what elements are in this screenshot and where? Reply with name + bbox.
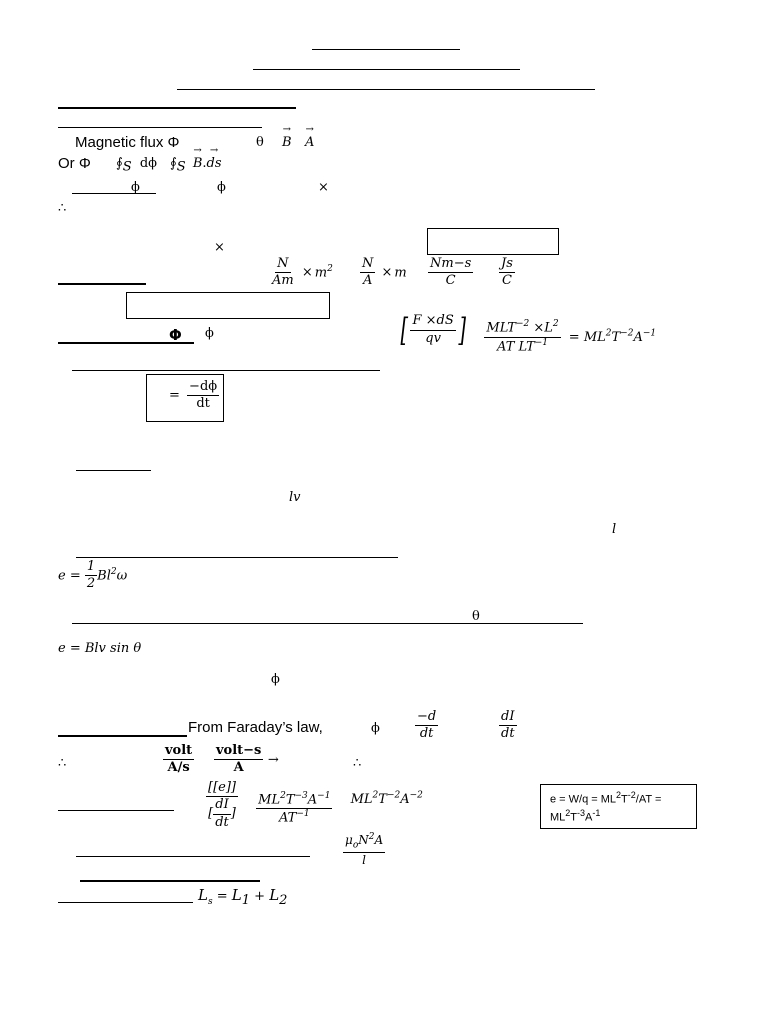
length-symbol: l [612, 522, 617, 537]
title-underline-2 [253, 69, 520, 70]
inductance-dimension-underline [58, 810, 174, 811]
series-underline [58, 902, 193, 903]
empty-answer-box-1 [427, 228, 559, 255]
times-symbol-1: × [318, 180, 329, 195]
motional-emf-formula: e = Blv sin θ [58, 641, 142, 656]
faraday-formula-box [146, 374, 224, 422]
therefore-symbol-1: ∴ [58, 201, 67, 216]
note-line-1: $e = W/q = ML^2T^{-2}/AT$ = [550, 790, 662, 806]
faraday-law-text: From Faraday’s law, [188, 719, 323, 736]
phi-symbol-3: ϕ [205, 326, 214, 341]
vector-a: → A [305, 135, 314, 150]
title-underline-3 [177, 89, 595, 90]
theta-symbol-2: θ [472, 609, 480, 624]
lv-expression: lv [289, 490, 301, 505]
flux-dimension-expression: [ $\frac{F \times dS}{qv}$ ] $\frac{MLT^{-2} \times L^2}{AT LT^{-1}}$ = $ML^2T^{-2}A^{-1}$ [400, 311, 657, 355]
rotating-rod-underline [76, 557, 398, 558]
self-inductance-underline [58, 735, 187, 737]
solenoid-inductance: $\frac{\mu_oN^2A}{l}$ [345, 832, 384, 868]
phi-symbol-1: ϕ [131, 180, 140, 195]
therefore-symbol-3: ∴ [353, 756, 362, 771]
volt-sec-per-amp: $\frac{\text{volt−s}}{A}$ → [216, 743, 279, 776]
flux-definition-underline [58, 127, 262, 128]
angle-emf-underline [72, 623, 583, 624]
faraday-formula: = $\frac{-d\phi}{dt}$ [169, 379, 218, 412]
combination-heading-underline [80, 880, 260, 882]
section-heading-underline [58, 107, 296, 109]
surface-integral-1: $∮_S$ dϕ [116, 156, 158, 175]
volt-per-amp-sec: $\frac{\text{volt}}{A/s}$ [165, 743, 193, 776]
times-symbol-2: × [214, 240, 225, 255]
phi-symbol-2: ϕ [217, 180, 226, 195]
unit-nms-per-c: $\frac{Nm-s}{C}$ [430, 256, 472, 289]
unit-n-per-a: $\frac{N}{A}$ × m [362, 256, 407, 289]
therefore-symbol-2: ∴ [58, 756, 67, 771]
solenoid-underline [76, 856, 310, 857]
series-inductance-formula: $L_s = L_1 + L_2$ [198, 886, 288, 908]
motional-emf-underline [76, 470, 151, 471]
note-line-2: $ML^2T^{-3}A^{-1}$ [550, 808, 601, 824]
theta-symbol: θ [256, 135, 264, 150]
phi-symbol-5: ϕ [371, 721, 380, 736]
bold-phi-symbol: Φ [169, 326, 182, 344]
inductance-dimension-expression: [[e]] [ $\frac{dI}{dt}$ ] $\frac{ML^2T^{-3}A^{-1}}{AT^{-1}}$ $ML^2T^{-2}A^{-2}$ [208, 780, 423, 830]
or-phi-label: Or Φ [58, 155, 91, 172]
flux-label: Magnetic flux Φ [75, 134, 180, 151]
unit-n-per-am: $\frac{N}{Am}$ × $m^2$ [272, 256, 333, 289]
empty-answer-box-2 [126, 292, 330, 319]
flux-unit-underline [72, 193, 156, 194]
unit-js-per-c: $\frac{Js}{C}$ [501, 256, 513, 289]
rotating-rod-emf: e = $\frac{1}{2}$ Bl$^2$ω [58, 559, 128, 592]
phi-symbol-4: ϕ [271, 672, 280, 687]
flux-unit-heading-underline [58, 283, 146, 285]
minus-d-dt-fraction: $\frac{-d}{dt}$ [417, 709, 437, 742]
di-dt-fraction: $\frac{dI}{dt}$ [501, 709, 515, 742]
surface-integral-2: $∮_S \to B.\to$ ds [170, 156, 222, 175]
title-underline-1 [312, 49, 460, 50]
note-box [540, 784, 697, 829]
faraday-law-underline [72, 370, 380, 371]
vector-b: → B [282, 135, 292, 150]
